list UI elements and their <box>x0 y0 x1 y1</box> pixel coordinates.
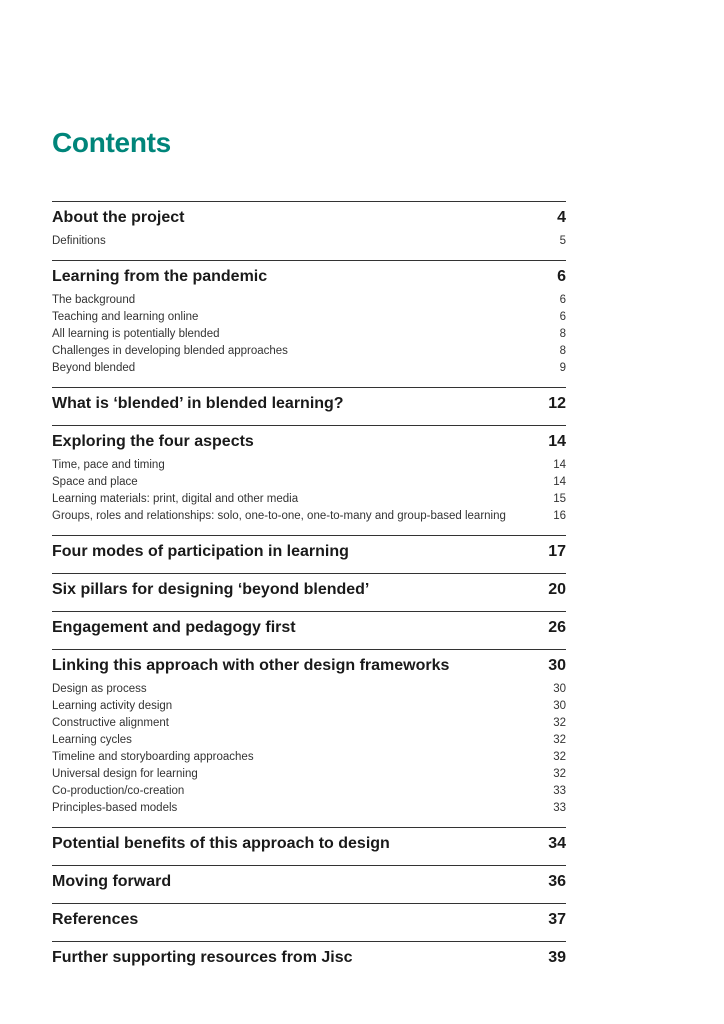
toc-heading-link[interactable] <box>52 433 566 451</box>
toc-heading: Four modes of participation in learning <box>52 543 349 560</box>
toc-subsection-page: 5 <box>559 235 566 247</box>
toc-heading: About the project <box>52 209 185 226</box>
toc-subsection-link[interactable] <box>52 732 566 749</box>
toc-heading-link[interactable] <box>52 268 566 286</box>
toc-heading-page: 30 <box>548 657 566 674</box>
toc-heading: Learning from the pandemic <box>52 268 268 285</box>
toc-section <box>52 611 566 649</box>
toc-subsection-link[interactable] <box>52 681 566 698</box>
table-of-contents <box>52 201 566 979</box>
toc-subsection-link[interactable] <box>52 749 566 766</box>
toc-heading-link[interactable] <box>52 619 566 637</box>
toc-section <box>52 903 566 941</box>
toc-heading: Potential benefits of this approach to design <box>52 835 390 852</box>
toc-subsection-label: All learning is potentially blended <box>52 328 220 340</box>
toc-subsection-page: 6 <box>559 311 566 323</box>
toc-subsection-link[interactable] <box>52 309 566 326</box>
toc-section <box>52 387 566 425</box>
toc-subsection-label: Universal design for learning <box>52 768 198 780</box>
toc-subsection-label: Constructive alignment <box>52 717 169 729</box>
toc-subsection-list <box>52 457 566 525</box>
toc-subsection-page: 32 <box>553 768 566 780</box>
toc-subsection-label: Challenges in developing blended approaches <box>52 345 288 357</box>
toc-subsection-label: Co-production/co-creation <box>52 785 185 797</box>
toc-heading-page: 6 <box>557 268 566 285</box>
toc-subsection-link[interactable] <box>52 474 566 491</box>
toc-heading-page: 20 <box>548 581 566 598</box>
toc-subsection-page: 30 <box>553 700 566 712</box>
toc-subsection-link[interactable] <box>52 292 566 309</box>
toc-subsection-page: 6 <box>559 294 566 306</box>
toc-heading-page: 37 <box>548 911 566 928</box>
toc-section <box>52 260 566 387</box>
toc-heading-link[interactable] <box>52 657 566 675</box>
toc-section <box>52 425 566 535</box>
toc-subsection-label: Groups, roles and relationships: solo, one-to-one, one-to-many and group-based learning <box>52 510 506 522</box>
toc-subsection-label: Space and place <box>52 476 138 488</box>
toc-heading: Further supporting resources from Jisc <box>52 949 353 966</box>
toc-subsection-label: Definitions <box>52 235 106 247</box>
toc-heading-link[interactable] <box>52 581 566 599</box>
toc-subsection-link[interactable] <box>52 360 566 377</box>
toc-subsection-label: Design as process <box>52 683 147 695</box>
toc-heading: Engagement and pedagogy first <box>52 619 296 636</box>
toc-subsection-link[interactable] <box>52 233 566 250</box>
toc-section <box>52 827 566 865</box>
toc-subsection-label: Principles-based models <box>52 802 178 814</box>
toc-heading-link[interactable] <box>52 873 566 891</box>
toc-subsection-page: 32 <box>553 751 566 763</box>
toc-subsection-link[interactable] <box>52 698 566 715</box>
toc-subsection-link[interactable] <box>52 326 566 343</box>
toc-subsection-label: Learning cycles <box>52 734 132 746</box>
toc-section <box>52 573 566 611</box>
toc-subsection-label: Teaching and learning online <box>52 311 199 323</box>
toc-subsection-page: 9 <box>559 362 566 374</box>
toc-heading-page: 34 <box>548 835 566 852</box>
toc-heading-page: 14 <box>548 433 566 450</box>
toc-section <box>52 865 566 903</box>
toc-subsection-page: 30 <box>553 683 566 695</box>
toc-subsection-list <box>52 233 566 250</box>
toc-subsection-label: The background <box>52 294 136 306</box>
toc-heading-link[interactable] <box>52 209 566 227</box>
toc-heading: Six pillars for designing ‘beyond blended’ <box>52 581 370 598</box>
toc-subsection-page: 16 <box>553 510 566 522</box>
toc-subsection-link[interactable] <box>52 457 566 474</box>
toc-subsection-page: 33 <box>553 785 566 797</box>
toc-heading: References <box>52 911 139 928</box>
toc-subsection-label: Timeline and storyboarding approaches <box>52 751 254 763</box>
toc-subsection-page: 32 <box>553 717 566 729</box>
toc-section <box>52 649 566 827</box>
toc-subsection-link[interactable] <box>52 343 566 360</box>
toc-subsection-page: 14 <box>553 476 566 488</box>
toc-subsection-list <box>52 292 566 377</box>
toc-section <box>52 535 566 573</box>
toc-heading-page: 4 <box>557 209 566 226</box>
toc-subsection-link[interactable] <box>52 715 566 732</box>
toc-subsection-page: 14 <box>553 459 566 471</box>
toc-heading: Linking this approach with other design frameworks <box>52 657 450 674</box>
toc-subsection-page: 32 <box>553 734 566 746</box>
toc-subsection-page: 8 <box>559 345 566 357</box>
toc-subsection-label: Learning activity design <box>52 700 173 712</box>
page-title: Contents <box>52 127 171 158</box>
toc-subsection-label: Beyond blended <box>52 362 136 374</box>
toc-heading: Exploring the four aspects <box>52 433 254 450</box>
toc-subsection-link[interactable] <box>52 800 566 817</box>
toc-heading-page: 36 <box>548 873 566 890</box>
toc-subsection-link[interactable] <box>52 508 566 525</box>
toc-subsection-label: Learning materials: print, digital and other media <box>52 493 299 505</box>
toc-heading: What is ‘blended’ in blended learning? <box>52 395 344 412</box>
toc-section <box>52 201 566 260</box>
toc-heading-link[interactable] <box>52 835 566 853</box>
toc-subsection-page: 15 <box>553 493 566 505</box>
toc-section <box>52 941 566 979</box>
toc-heading-link[interactable] <box>52 949 566 967</box>
toc-heading-link[interactable] <box>52 911 566 929</box>
toc-heading-page: 12 <box>548 395 566 412</box>
toc-subsection-link[interactable] <box>52 783 566 800</box>
toc-subsection-page: 33 <box>553 802 566 814</box>
toc-subsection-label: Time, pace and timing <box>52 459 165 471</box>
toc-subsection-list <box>52 681 566 817</box>
toc-heading-link[interactable] <box>52 543 566 561</box>
toc-heading-page: 39 <box>548 949 566 966</box>
toc-subsection-link[interactable] <box>52 766 566 783</box>
toc-heading-page: 17 <box>548 543 566 560</box>
toc-subsection-link[interactable] <box>52 491 566 508</box>
toc-subsection-page: 8 <box>559 328 566 340</box>
toc-heading: Moving forward <box>52 873 172 890</box>
toc-heading-link[interactable] <box>52 395 566 413</box>
toc-heading-page: 26 <box>548 619 566 636</box>
